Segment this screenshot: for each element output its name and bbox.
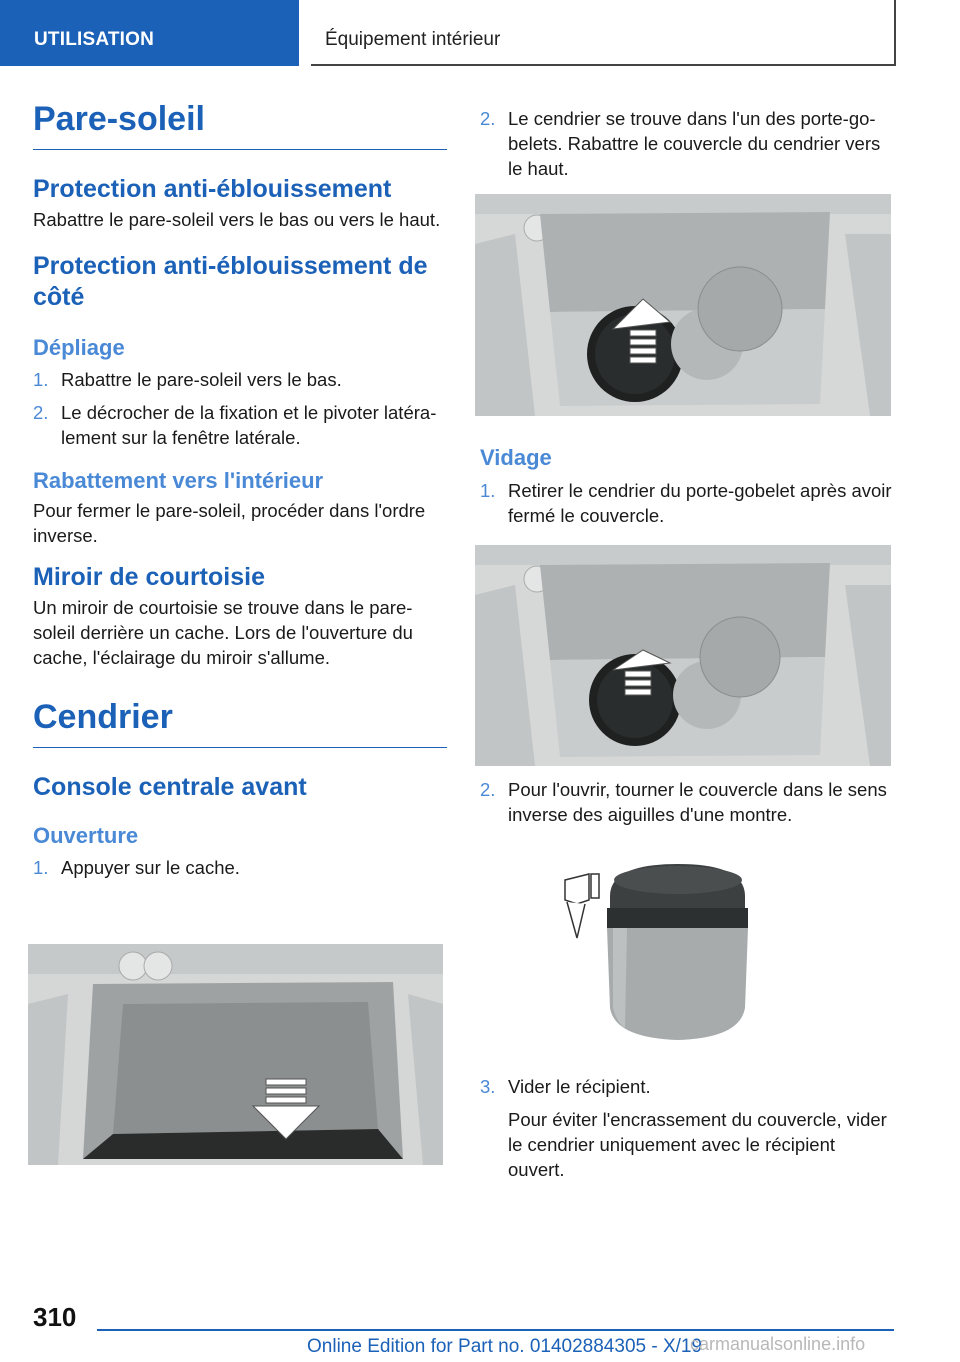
- heading-protection-cote: Protection anti-éblouissement de côté: [33, 252, 428, 311]
- cendrier-step2-list: [480, 106, 892, 181]
- right-column: [480, 106, 892, 189]
- left-column: [33, 100, 447, 888]
- vidage-list-1: [480, 478, 892, 528]
- list-item: 1. Appuyer sur le cache.: [33, 857, 240, 878]
- list-item: 2. Le cendrier se trouve dans l'un des porte-gobelets. Rabattre le couvercle du cendrier vers le haut.: [480, 108, 881, 179]
- text-protection: Rabattre le pare-soleil vers le bas ou vers le haut.: [33, 209, 441, 230]
- section-tab: [0, 0, 299, 66]
- vidage-step2-section: [480, 777, 892, 835]
- ouverture-list: [33, 855, 447, 880]
- section-label: UTILISATION: [34, 29, 155, 50]
- text-miroir: Un miroir de courtoisie se trouve dans le pare-soleil derrière un cache. Lors de l'ouverture du cache, l'éclairage du miroir s'allume.: [33, 597, 413, 668]
- console-cover-illustration: [28, 944, 443, 1165]
- ashtray-remove-illustration: [475, 545, 891, 766]
- vidage-list-3: [480, 1074, 892, 1099]
- vidage-section: [480, 445, 892, 536]
- rotate-arrow-icon: [565, 874, 599, 938]
- heading-vidage: Vidage: [480, 445, 552, 470]
- vidage-list-2: [480, 777, 892, 827]
- title-cendrier: Cendrier: [33, 698, 447, 748]
- console-cover-drawing: [28, 944, 443, 1165]
- ashtray-container-drawing: [555, 858, 755, 1043]
- heading-console: Console centrale avant: [33, 773, 307, 801]
- ashtray-remove-drawing: [475, 545, 891, 766]
- depliage-list: [33, 367, 447, 450]
- text-rabattement: Pour fermer le pare-soleil, procéder dans l'ordre inverse.: [33, 500, 426, 546]
- ashtray-open-illustration: [475, 194, 891, 416]
- chapter-label: Équipement intérieur: [325, 29, 501, 50]
- ashtray-open-drawing: [475, 194, 891, 416]
- list-item: 1. Retirer le cendrier du porte-gobelet après avoir fermé le couvercle.: [480, 480, 892, 526]
- page-number: 310: [33, 1302, 77, 1332]
- list-item: 3. Vider le récipient.: [480, 1076, 651, 1097]
- ashtray-container-illustration: [555, 858, 755, 1043]
- chapter-header: [311, 0, 896, 66]
- heading-ouverture: Ouverture: [33, 823, 139, 848]
- footer-divider: [97, 1329, 894, 1331]
- watermark: carmanualsonline.info: [690, 1334, 866, 1354]
- edition-text: Online Edition for Part no. 01402884305 - X/19: [307, 1336, 703, 1357]
- heading-miroir: Miroir de courtoisie: [33, 563, 265, 591]
- title-pare-soleil: Pare-soleil: [33, 100, 447, 150]
- list-item: 1. Rabattre le pare-soleil vers le bas.: [33, 369, 342, 390]
- text-vider: Pour éviter l'encrassement du couvercle, vider le cendrier uniquement avec le récipient ouvert.: [508, 1109, 887, 1180]
- heading-protection: Protection anti-éblouissement: [33, 175, 392, 203]
- heading-depliage: Dépliage: [33, 335, 125, 360]
- list-item: 2. Pour l'ouvrir, tourner le couvercle dans le sens inverse des aiguilles d'une montre.: [480, 779, 887, 825]
- list-item: 2. Le décrocher de la fixation et le pivoter latéralement sur la fenêtre latérale.: [33, 402, 437, 448]
- heading-rabattement: Rabattement vers l'intérieur: [33, 468, 324, 493]
- vidage-step3-section: [480, 1074, 892, 1182]
